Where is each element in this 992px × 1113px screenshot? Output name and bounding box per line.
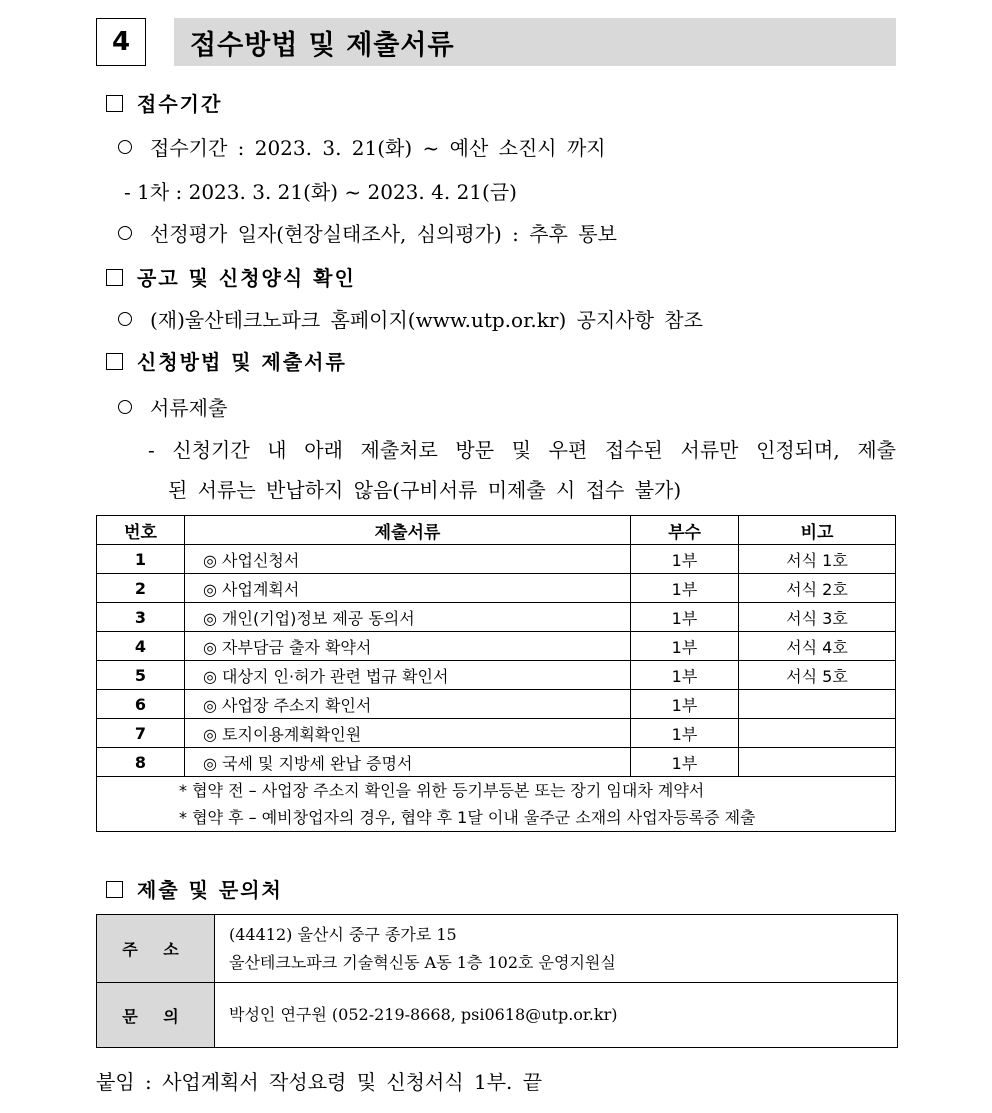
table-row: [97, 719, 896, 748]
circle-bullet-icon: [118, 312, 132, 326]
row-document: ◎ 국세 및 지방세 완납 증명서: [185, 748, 631, 777]
checkbox-square-icon: [106, 881, 123, 898]
row-note: 서식 4호: [739, 632, 896, 661]
heading-notice: 공고 및 신청양식 확인: [106, 262, 356, 291]
heading-reception-period: 접수기간: [106, 88, 222, 117]
row-count: 1부: [631, 661, 739, 690]
address-line-2: 울산테크노파크 기술혁신동 A동 1층 102호 운영지원실: [229, 952, 616, 972]
address-value: [215, 915, 898, 983]
row-count: 1부: [631, 748, 739, 777]
header-count: 부수: [631, 516, 739, 545]
row-document: ◎ 사업계획서: [185, 574, 631, 603]
row-number: 2: [97, 574, 185, 603]
row-note: 서식 2호: [739, 574, 896, 603]
checkbox-square-icon: [106, 269, 123, 286]
row-number: 8: [97, 748, 185, 777]
row-number: 5: [97, 661, 185, 690]
row-count: 1부: [631, 545, 739, 574]
row-document: ◎ 대상지 인·허가 관련 법규 확인서: [185, 661, 631, 690]
row-note: 서식 3호: [739, 603, 896, 632]
inquiry-value: [215, 983, 898, 1048]
table-row: [97, 632, 896, 661]
attachment-footer: 붙임 : 사업계획서 작성요령 및 신청서식 1부. 끝: [96, 1070, 543, 1094]
inquiry-label: 문 의: [97, 983, 215, 1048]
address-row: [97, 915, 898, 983]
row-count: 1부: [631, 603, 739, 632]
circle-bullet-icon: [118, 226, 132, 240]
document-submission-line: 서류제출: [118, 392, 227, 421]
heading-application: 신청방법 및 제출서류: [106, 346, 347, 375]
row-number: 4: [97, 632, 185, 661]
checkbox-square-icon: [106, 95, 123, 112]
desc-line-1: - 신청기간 내 아래 제출처로 방문 및 우편 접수된 서류만 인정되며, 제출: [148, 438, 896, 462]
header-note: 비고: [739, 516, 896, 545]
row-note: [739, 719, 896, 748]
notice-line: (재)울산테크노파크 홈페이지(www.utp.or.kr) 공지사항 참조: [118, 304, 703, 333]
row-count: 1부: [631, 690, 739, 719]
circle-bullet-icon: [118, 140, 132, 154]
row-document: ◎ 자부담금 출자 확약서: [185, 632, 631, 661]
row-note: 서식 1호: [739, 545, 896, 574]
header-number: 번호: [97, 516, 185, 545]
table-row: [97, 661, 896, 690]
row-count: 1부: [631, 632, 739, 661]
row-number: 7: [97, 719, 185, 748]
inquiry-row: [97, 983, 898, 1048]
note-after-agreement: * 협약 후 – 예비창업자의 경우, 협약 후 1달 이내 울주군 소재의 사업자등록증 제출: [179, 808, 756, 827]
checkbox-square-icon: [106, 353, 123, 370]
circle-bullet-icon: [118, 400, 132, 414]
table-header-row: [97, 516, 896, 545]
section-number: 4: [96, 18, 146, 66]
row-document: ◎ 사업장 주소지 확인서: [185, 690, 631, 719]
row-note: 서식 5호: [739, 661, 896, 690]
row-number: 3: [97, 603, 185, 632]
evaluation-line: 선정평가 일자(현장실태조사, 심의평가) : 추후 통보: [118, 218, 617, 247]
heading-contact: 제출 및 문의처: [106, 874, 283, 903]
table-row: [97, 545, 896, 574]
row-document: ◎ 개인(기업)정보 제공 동의서: [185, 603, 631, 632]
desc-line-2: 된 서류는 반납하지 않음(구비서류 미제출 시 접수 불가): [168, 478, 682, 502]
section-title: 접수방법 및 제출서류: [174, 18, 896, 66]
table-row: [97, 690, 896, 719]
header-document: 제출서류: [185, 516, 631, 545]
row-count: 1부: [631, 719, 739, 748]
inquiry-text: 박성인 연구원 (052-219-8668, psi0618@utp.or.kr): [229, 1005, 618, 1024]
table-row: [97, 574, 896, 603]
table-notes: [97, 777, 896, 832]
row-number: 6: [97, 690, 185, 719]
table-row: [97, 603, 896, 632]
row-note: [739, 748, 896, 777]
address-label: 주 소: [97, 915, 215, 983]
row-count: 1부: [631, 574, 739, 603]
note-before-agreement: * 협약 전 – 사업장 주소지 확인을 위한 등기부등본 또는 장기 임대차 계약서: [179, 781, 705, 800]
round1-line: - 1차 : 2023. 3. 21(화) ~ 2023. 4. 21(금): [124, 180, 517, 204]
documents-table: [96, 515, 896, 832]
contact-table: [96, 914, 898, 1048]
row-document: ◎ 사업신청서: [185, 545, 631, 574]
row-note: [739, 690, 896, 719]
table-row: [97, 748, 896, 777]
reception-period-line: 접수기간 : 2023. 3. 21(화) ~ 예산 소진시 까지: [118, 132, 606, 161]
table-notes-row: [97, 777, 896, 832]
address-line-1: (44412) 울산시 중구 종가로 15: [229, 924, 457, 944]
row-document: ◎ 토지이용계획확인원: [185, 719, 631, 748]
row-number: 1: [97, 545, 185, 574]
